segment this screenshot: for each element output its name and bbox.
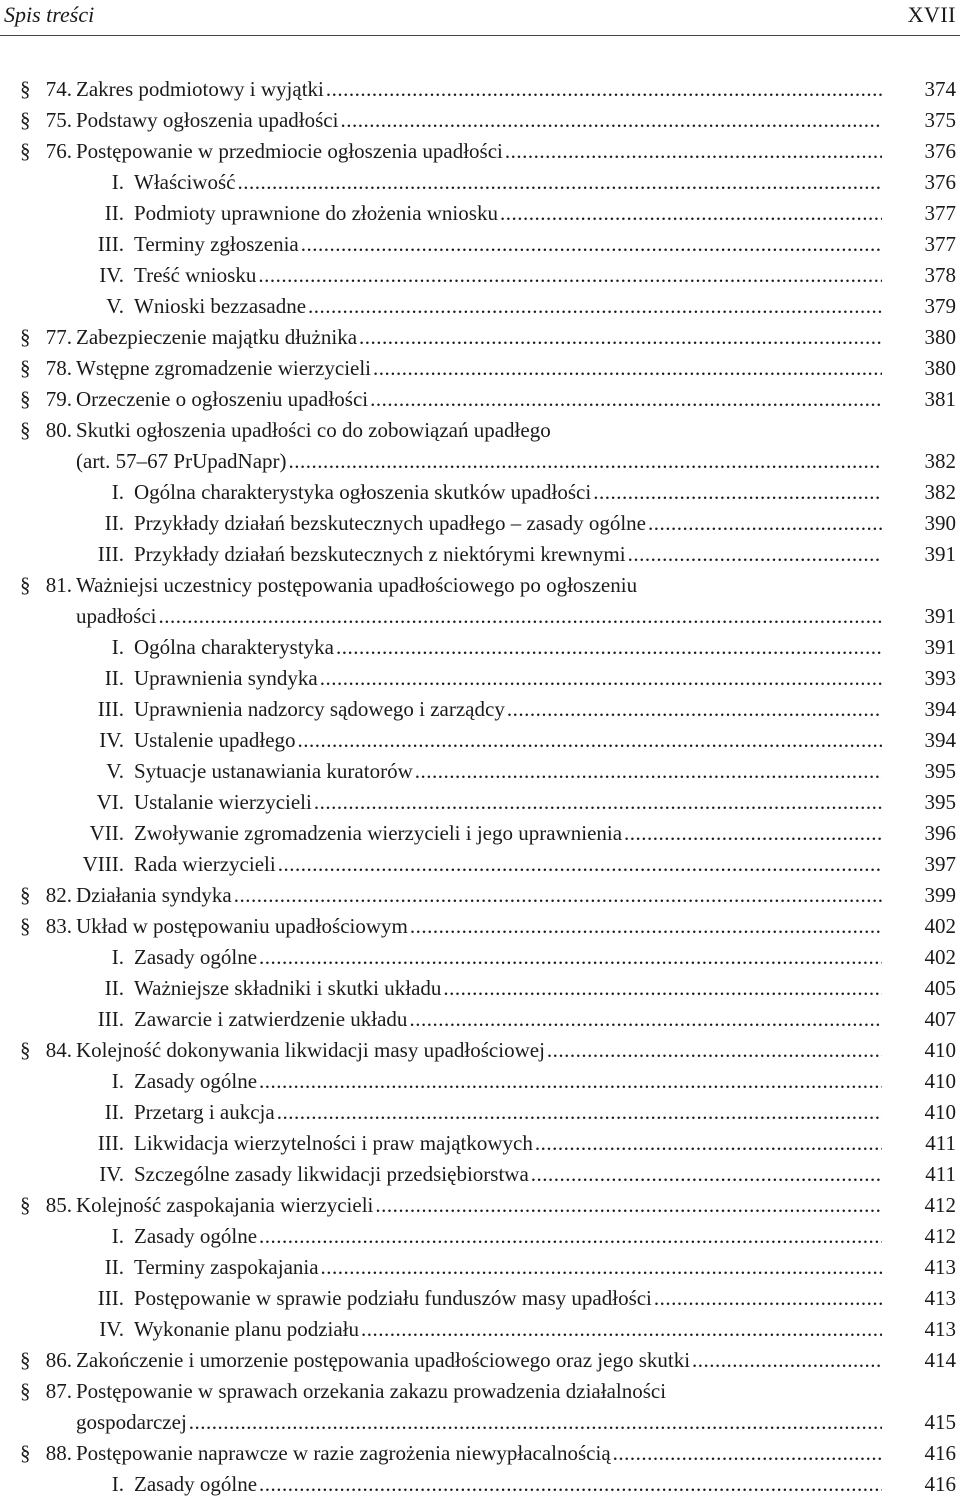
dot-leader — [189, 1407, 882, 1438]
dot-leader — [535, 1128, 882, 1159]
toc-subsection-entry — [0, 1469, 960, 1500]
entry-leader — [134, 973, 882, 1004]
section-sign: § — [20, 387, 31, 411]
toc-subsection-entry — [0, 725, 960, 756]
entry-page-number: 377 — [924, 232, 956, 256]
section-number: 83. — [45, 914, 72, 938]
toc-subsection-entry — [0, 291, 960, 322]
toc-subsection-entry — [0, 1283, 960, 1314]
dot-leader — [298, 725, 882, 756]
subsection-number: I. — [111, 1069, 124, 1093]
entry-page-number: 402 — [924, 945, 956, 969]
toc-subsection-entry — [0, 942, 960, 973]
entry-title: Postępowanie w przedmiocie ogłoszenia upadłości — [76, 139, 503, 163]
toc-subsection-entry — [0, 973, 960, 1004]
toc-continuation-line — [0, 446, 960, 477]
entry-title: Sytuacje ustanawiania kuratorów — [134, 759, 413, 783]
entry-leader — [76, 880, 882, 911]
dot-leader — [547, 1035, 882, 1066]
subsection-number: I. — [111, 480, 124, 504]
dot-leader — [320, 663, 882, 694]
entry-leader — [134, 663, 882, 694]
entry-leader — [134, 756, 882, 787]
entry-page-number: 390 — [924, 511, 956, 535]
entry-title: Uprawnienia syndyka — [134, 666, 318, 690]
entry-page-number: 413 — [924, 1286, 956, 1310]
entry-leader — [76, 1035, 882, 1066]
entry-leader — [134, 539, 882, 570]
entry-title: Zasady ogólne — [134, 1224, 258, 1248]
entry-leader — [134, 1314, 882, 1345]
entry-page-number: 399 — [924, 883, 956, 907]
toc-subsection-entry — [0, 1252, 960, 1283]
entry-page-number: 416 — [924, 1472, 956, 1496]
entry-page-number: 374 — [924, 77, 956, 101]
entry-title: Zabezpieczenie majątku dłużnika — [76, 325, 358, 349]
entry-leader — [76, 105, 882, 136]
toc-subsection-entry — [0, 508, 960, 539]
table-of-contents — [0, 74, 960, 1500]
entry-page-number: 394 — [924, 697, 956, 721]
entry-leader — [134, 1128, 882, 1159]
entry-leader — [134, 1252, 882, 1283]
dot-leader — [359, 322, 882, 353]
entry-page-number: 411 — [925, 1131, 956, 1155]
toc-subsection-entry — [0, 1128, 960, 1159]
section-number: 79. — [45, 387, 72, 411]
entry-leader — [134, 1066, 882, 1097]
section-sign: § — [20, 139, 31, 163]
toc-subsection-entry — [0, 1221, 960, 1252]
section-number: 80. — [45, 418, 72, 442]
entry-title: Orzeczenie o ogłoszeniu upadłości — [76, 387, 369, 411]
entry-title: Przetarg i aukcja — [134, 1100, 275, 1124]
dot-leader — [336, 632, 882, 663]
dot-leader — [278, 849, 882, 880]
entry-leader — [134, 477, 882, 508]
entry-leader — [76, 1438, 882, 1469]
toc-section-entry — [0, 136, 960, 167]
entry-page-number: 405 — [924, 976, 956, 1000]
toc-section-entry — [0, 911, 960, 942]
section-sign: § — [20, 1193, 31, 1217]
section-sign: § — [20, 1441, 31, 1465]
entry-page-number: 382 — [924, 480, 956, 504]
entry-page-number: 396 — [924, 821, 956, 845]
subsection-number: V. — [106, 759, 124, 783]
subsection-number: IV. — [99, 1162, 124, 1186]
running-title: Spis treści — [4, 2, 95, 27]
entry-title: Układ w postępowaniu upadłościowym — [76, 914, 408, 938]
dot-leader — [301, 229, 882, 260]
entry-page-number: 376 — [924, 139, 956, 163]
section-sign: § — [20, 108, 31, 132]
toc-section-entry — [0, 1190, 960, 1221]
entry-title: Postępowanie w sprawie podziału funduszów masy upadłości — [134, 1286, 652, 1310]
dot-leader — [289, 446, 882, 477]
toc-subsection-entry — [0, 849, 960, 880]
toc-subsection-entry — [0, 229, 960, 260]
section-number: 84. — [45, 1038, 72, 1062]
toc-subsection-entry — [0, 818, 960, 849]
toc-subsection-entry — [0, 477, 960, 508]
entry-title: Uprawnienia nadzorcy sądowego i zarządcy — [134, 697, 505, 721]
subsection-number: II. — [104, 1255, 124, 1279]
entry-leader — [134, 229, 882, 260]
subsection-number: II. — [104, 976, 124, 1000]
entry-page-number: 381 — [924, 387, 956, 411]
entry-title: Postępowanie naprawcze w razie zagrożenia niewypłacalnością — [76, 1441, 611, 1465]
entry-page-number: 380 — [924, 356, 956, 380]
entry-leader — [134, 787, 882, 818]
entry-page-number: 407 — [924, 1007, 956, 1031]
toc-subsection-entry — [0, 167, 960, 198]
section-sign: § — [20, 1038, 31, 1062]
dot-leader — [326, 74, 882, 105]
dot-leader — [531, 1159, 882, 1190]
toc-subsection-entry — [0, 756, 960, 787]
toc-continuation-line — [0, 601, 960, 632]
entry-title: Ustalenie upadłego — [134, 728, 296, 752]
dot-leader — [234, 880, 882, 911]
entry-page-number: 411 — [925, 1162, 956, 1186]
dot-leader — [258, 260, 882, 291]
entry-page-number: 410 — [924, 1069, 956, 1093]
subsection-number: II. — [104, 666, 124, 690]
dot-leader — [314, 787, 882, 818]
section-number: 85. — [45, 1193, 72, 1217]
dot-leader — [340, 105, 882, 136]
toc-section-entry — [0, 105, 960, 136]
entry-leader — [134, 1469, 882, 1500]
entry-page-number: 397 — [924, 852, 956, 876]
dot-leader — [628, 539, 882, 570]
entry-title: Zwoływanie zgromadzenia wierzycieli i jego uprawnienia — [134, 821, 623, 845]
dot-leader — [370, 384, 882, 415]
entry-leader — [76, 1345, 882, 1376]
subsection-number: I. — [111, 1224, 124, 1248]
subsection-number: IV. — [99, 1317, 124, 1341]
toc-subsection-entry — [0, 663, 960, 694]
entry-title: Przykłady działań bezskutecznych upadłego – zasady ogólne — [134, 511, 646, 535]
entry-title: Skutki ogłoszenia upadłości co do zobowiązań upadłego — [76, 418, 551, 442]
dot-leader — [259, 1469, 882, 1500]
entry-leader — [76, 446, 882, 477]
dot-leader — [361, 1314, 882, 1345]
section-sign: § — [20, 77, 31, 101]
subsection-number: III. — [97, 232, 124, 256]
entry-page-number: 395 — [924, 790, 956, 814]
subsection-number: IV. — [99, 728, 124, 752]
section-number: 78. — [45, 356, 72, 380]
entry-page-number: 412 — [924, 1193, 956, 1217]
toc-subsection-entry — [0, 1314, 960, 1345]
toc-subsection-entry — [0, 198, 960, 229]
subsection-number: II. — [104, 201, 124, 225]
dot-leader — [415, 756, 882, 787]
entry-leader — [134, 725, 882, 756]
dot-leader — [443, 973, 882, 1004]
section-sign: § — [20, 1379, 31, 1403]
toc-subsection-entry — [0, 1004, 960, 1035]
subsection-number: III. — [97, 1286, 124, 1310]
dot-leader — [277, 1097, 882, 1128]
entry-leader — [76, 601, 882, 632]
toc-subsection-entry — [0, 694, 960, 725]
entry-leader — [134, 849, 882, 880]
toc-continuation-line — [0, 1407, 960, 1438]
entry-page-number: 410 — [924, 1038, 956, 1062]
entry-leader — [76, 353, 882, 384]
toc-section-entry — [0, 415, 960, 446]
entry-page-number: 382 — [924, 449, 956, 473]
entry-leader — [134, 291, 882, 322]
entry-title: Wykonanie planu podziału — [134, 1317, 360, 1341]
subsection-number: I. — [111, 170, 124, 194]
section-number: 75. — [45, 108, 72, 132]
entry-leader — [134, 198, 882, 229]
entry-page-number: 394 — [924, 728, 956, 752]
entry-page-number: 378 — [924, 263, 956, 287]
section-number: 76. — [45, 139, 72, 163]
toc-subsection-entry — [0, 260, 960, 291]
page-header — [0, 0, 960, 32]
entry-leader — [134, 1221, 882, 1252]
entry-leader — [134, 942, 882, 973]
section-number: 87. — [45, 1379, 72, 1403]
entry-page-number: 416 — [924, 1441, 956, 1465]
entry-title: Postępowanie w sprawach orzekania zakazu prowadzenia działalności — [76, 1379, 667, 1403]
entry-title: Terminy zgłoszenia — [134, 232, 299, 256]
entry-title: Ważniejsi uczestnicy postępowania upadłościowego po ogłoszeniu — [76, 573, 638, 597]
entry-title: Treść wniosku — [134, 263, 257, 287]
dot-leader — [505, 136, 882, 167]
subsection-number: I. — [111, 635, 124, 659]
section-sign: § — [20, 356, 31, 380]
entry-leader — [76, 911, 882, 942]
subsection-number: III. — [97, 1131, 124, 1155]
subsection-number: III. — [97, 542, 124, 566]
toc-subsection-entry — [0, 539, 960, 570]
entry-title: upadłości — [76, 604, 157, 628]
entry-title: Likwidacja wierzytelności i praw majątkowych — [134, 1131, 533, 1155]
header-rule — [0, 35, 960, 36]
toc-section-entry — [0, 74, 960, 105]
entry-leader — [134, 632, 882, 663]
entry-leader — [134, 818, 882, 849]
toc-subsection-entry — [0, 632, 960, 663]
subsection-number: V. — [106, 294, 124, 318]
dot-leader — [654, 1283, 882, 1314]
entry-title: Zasady ogólne — [134, 1472, 258, 1496]
entry-title: Kolejność dokonywania likwidacji masy upadłościowej — [76, 1038, 545, 1062]
section-sign: § — [20, 1348, 31, 1372]
entry-leader — [134, 694, 882, 725]
dot-leader — [409, 1004, 882, 1035]
entry-page-number: 391 — [924, 542, 956, 566]
toc-section-entry — [0, 1345, 960, 1376]
dot-leader — [373, 353, 882, 384]
subsection-number: III. — [97, 697, 124, 721]
subsection-number: I. — [111, 1472, 124, 1496]
section-sign: § — [20, 914, 31, 938]
subsection-number: II. — [104, 1100, 124, 1124]
entry-page-number: 380 — [924, 325, 956, 349]
toc-section-entry — [0, 1376, 960, 1407]
entry-title: Przykłady działań bezskutecznych z niektórymi krewnymi — [134, 542, 626, 566]
dot-leader — [613, 1438, 882, 1469]
entry-page-number: 414 — [924, 1348, 956, 1372]
entry-title: Zawarcie i zatwierdzenie układu — [134, 1007, 408, 1031]
entry-page-number: 377 — [924, 201, 956, 225]
entry-title: Podstawy ogłoszenia upadłości — [76, 108, 339, 132]
entry-title: Zakończenie i umorzenie postępowania upadłościowego oraz jego skutki — [76, 1348, 691, 1372]
entry-title: Ogólna charakterystyka — [134, 635, 335, 659]
toc-section-entry — [0, 1035, 960, 1066]
entry-leader — [134, 1159, 882, 1190]
dot-leader — [648, 508, 882, 539]
section-sign: § — [20, 573, 31, 597]
entry-title: Zakres podmiotowy i wyjątki — [76, 77, 324, 101]
dot-leader — [308, 291, 882, 322]
entry-leader — [76, 74, 882, 105]
entry-page-number: 375 — [924, 108, 956, 132]
subsection-number: VIII. — [82, 852, 124, 876]
dot-leader — [375, 1190, 882, 1221]
entry-leader — [76, 1190, 882, 1221]
entry-page-number: 413 — [924, 1255, 956, 1279]
entry-leader — [76, 136, 882, 167]
toc-section-entry — [0, 384, 960, 415]
dot-leader — [321, 1252, 882, 1283]
section-sign: § — [20, 883, 31, 907]
entry-leader — [76, 1407, 882, 1438]
subsection-number: VI. — [96, 790, 124, 814]
entry-page-number: 412 — [924, 1224, 956, 1248]
entry-page-number: 379 — [924, 294, 956, 318]
subsection-number: III. — [97, 1007, 124, 1031]
section-sign: § — [20, 418, 31, 442]
entry-leader — [76, 322, 882, 353]
entry-page-number: 410 — [924, 1100, 956, 1124]
section-number: 74. — [45, 77, 72, 101]
entry-leader — [76, 384, 882, 415]
toc-section-entry — [0, 322, 960, 353]
toc-subsection-entry — [0, 1159, 960, 1190]
dot-leader — [692, 1345, 882, 1376]
subsection-number: IV. — [99, 263, 124, 287]
entry-title: Działania syndyka — [76, 883, 232, 907]
dot-leader — [259, 1221, 882, 1252]
section-number: 81. — [45, 573, 72, 597]
toc-section-entry — [0, 880, 960, 911]
entry-page-number: 391 — [924, 635, 956, 659]
dot-leader — [158, 601, 882, 632]
dot-leader — [237, 167, 882, 198]
entry-page-number: 415 — [924, 1410, 956, 1434]
entry-title: Kolejność zaspokajania wierzycieli — [76, 1193, 374, 1217]
entry-page-number: 395 — [924, 759, 956, 783]
entry-leader — [134, 1283, 882, 1314]
entry-title: Ustalanie wierzycieli — [134, 790, 312, 814]
entry-page-number: 413 — [924, 1317, 956, 1341]
section-number: 82. — [45, 883, 72, 907]
entry-title: Wstępne zgromadzenie wierzycieli — [76, 356, 372, 380]
entry-title: Szczególne zasady likwidacji przedsiębiorstwa — [134, 1162, 529, 1186]
entry-page-number: 402 — [924, 914, 956, 938]
entry-title: Ogólna charakterystyka ogłoszenia skutków upadłości — [134, 480, 592, 504]
entry-page-number: 376 — [924, 170, 956, 194]
entry-title: Właściwość — [134, 170, 236, 194]
entry-leader — [134, 1004, 882, 1035]
entry-leader — [134, 1097, 882, 1128]
subsection-number: VII. — [89, 821, 124, 845]
section-number: 88. — [45, 1441, 72, 1465]
subsection-number: II. — [104, 511, 124, 535]
section-sign: § — [20, 325, 31, 349]
entry-page-number: 391 — [924, 604, 956, 628]
toc-subsection-entry — [0, 787, 960, 818]
toc-subsection-entry — [0, 1066, 960, 1097]
toc-section-entry — [0, 570, 960, 601]
dot-leader — [259, 1066, 882, 1097]
dot-leader — [593, 477, 882, 508]
entry-title: Zasady ogólne — [134, 945, 258, 969]
toc-section-entry — [0, 353, 960, 384]
entry-title: gospodarczej — [76, 1410, 187, 1434]
dot-leader — [507, 694, 882, 725]
entry-title: Terminy zaspokajania — [134, 1255, 319, 1279]
toc-subsection-entry — [0, 1097, 960, 1128]
dot-leader — [410, 911, 882, 942]
toc-section-entry — [0, 1438, 960, 1469]
section-number: 77. — [45, 325, 72, 349]
entry-title: Wnioski bezzasadne — [134, 294, 307, 318]
section-number: 86. — [45, 1348, 72, 1372]
page-number: XVII — [907, 2, 956, 27]
entry-leader — [134, 508, 882, 539]
entry-title: Podmioty uprawnione do złożenia wniosku — [134, 201, 498, 225]
entry-page-number: 393 — [924, 666, 956, 690]
dot-leader — [259, 942, 882, 973]
subsection-number: I. — [111, 945, 124, 969]
entry-leader — [134, 260, 882, 291]
entry-title: Rada wierzycieli — [134, 852, 276, 876]
entry-leader — [134, 167, 882, 198]
dot-leader — [500, 198, 882, 229]
entry-title: Ważniejsze składniki i skutki układu — [134, 976, 442, 1000]
entry-title: Zasady ogólne — [134, 1069, 258, 1093]
dot-leader — [624, 818, 882, 849]
entry-title: (art. 57–67 PrUpadNapr) — [76, 449, 287, 473]
